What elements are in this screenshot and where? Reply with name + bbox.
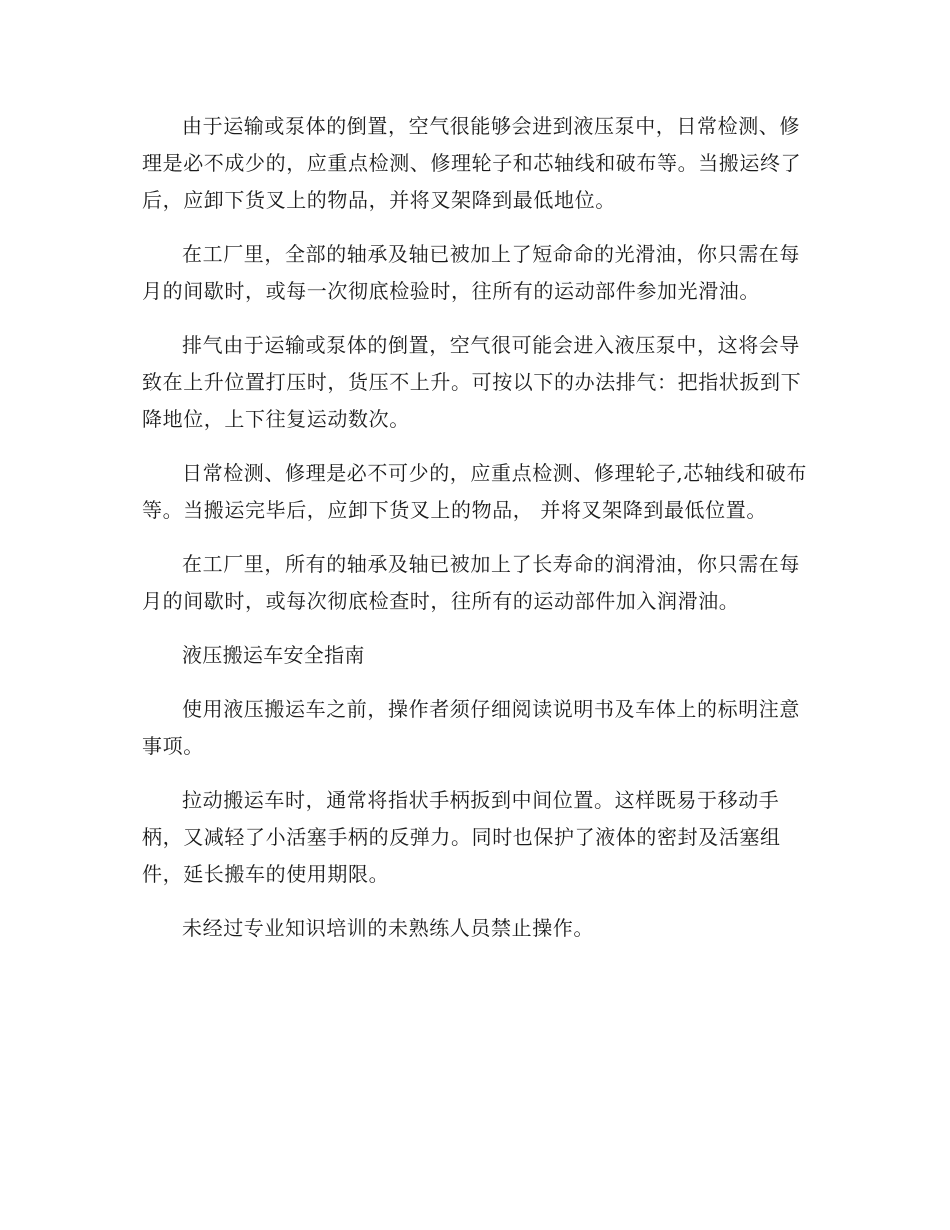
paragraph-4: 日常检测、修理是必不可少的，应重点检测、修理轮子,芯轴线和破布等。当搬运完毕后，应卸下货叉上的物品， 并将叉架降到最低位置。 (142, 461, 807, 522)
paragraph-5: 在工厂里，所有的轴承及轴已被加上了长寿命的润滑油，你只需在每月的间歇时，或每次彻底检查时，往所有的运动部件加入润滑油。 (142, 552, 800, 613)
paragraph-8: 未经过专业知识培训的未熟练人员禁止操作。 (182, 916, 594, 940)
document-page (142, 108, 808, 964)
paragraph-6: 使用液压搬运车之前，操作者须仔细阅读说明书及车体上的标明注意事项。 (142, 697, 800, 758)
section-heading: 液压搬运车安全指南 (182, 643, 365, 667)
paragraph-2: 在工厂里，全部的轴承及轴已被加上了短命命的光滑油，你只需在每月的间歇时，或每一次彻底检验时，往所有的运动部件参加光滑油。 (142, 242, 800, 303)
paragraph-3: 排气由于运输或泵体的倒置，空气很可能会进入液压泵中，这将会导致在上升位置打压时，货压不上升。可按以下的办法排气：把指状扳到下降地位，上下往复运动数次。 (142, 333, 802, 431)
paragraph-7: 拉动搬运车时，通常将指状手柄扳到中间位置。这样既易于移动手柄，又减轻了小活塞手柄的反弹力。同时也保护了液体的密封及活塞组件，延长搬车的使用期限。 (142, 788, 781, 886)
paragraph-1: 由于运输或泵体的倒置，空气很能够会进到液压泵中，日常检测、修理是必不成少的，应重点检测、修理轮子和芯轴线和破布等。当搬运终了后，应卸下货叉上的物品，并将叉架降到最低地位。 (142, 114, 802, 212)
